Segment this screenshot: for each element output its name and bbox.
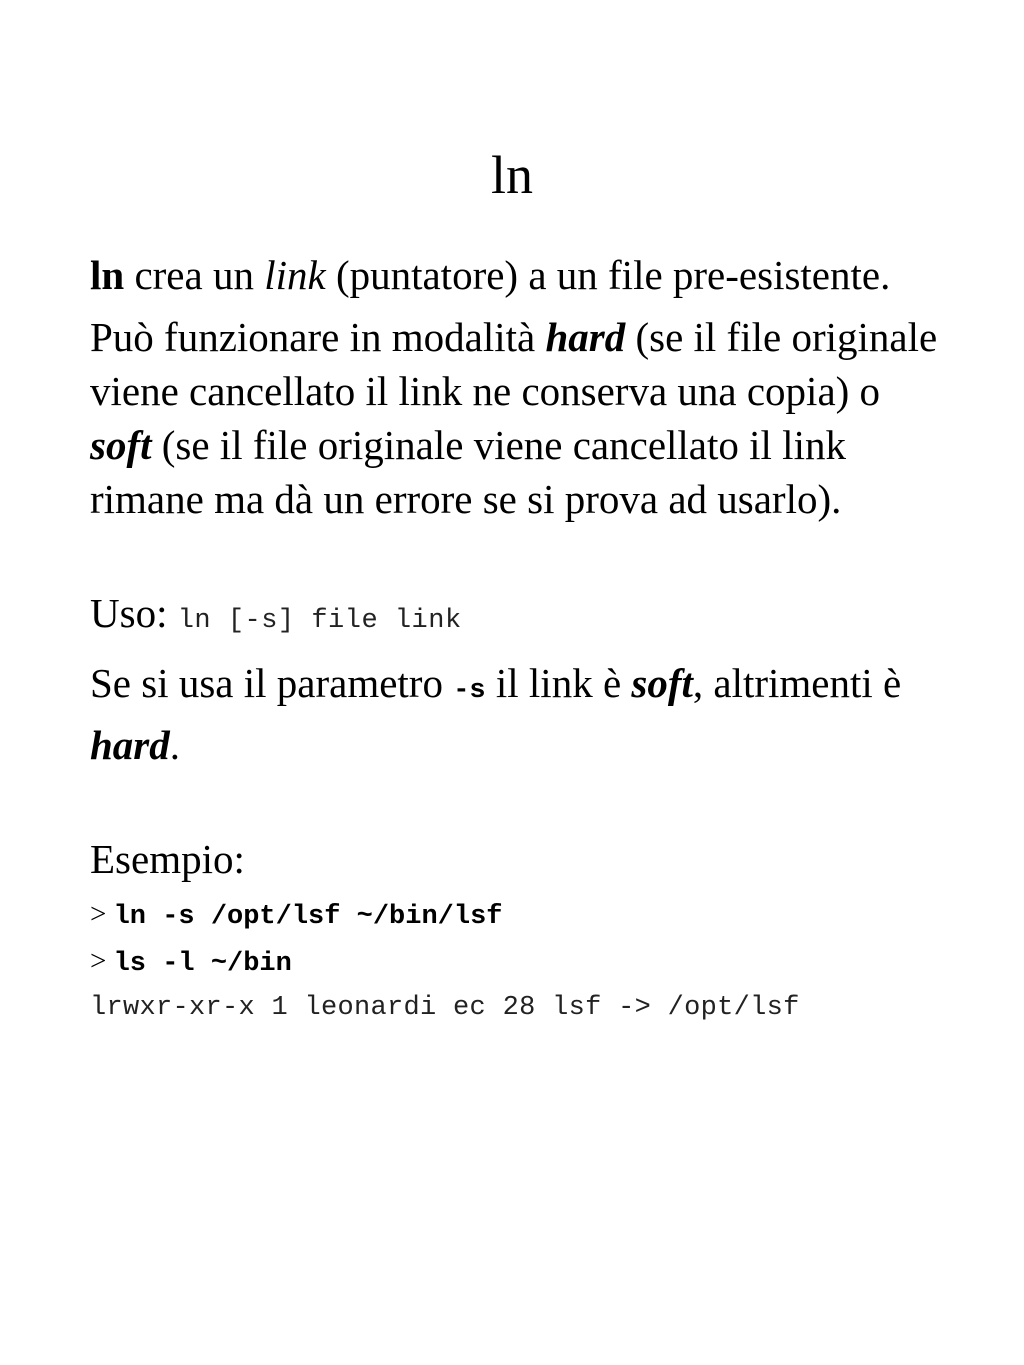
modes-text-1: Può funzionare in modalità xyxy=(90,314,546,360)
param-hard-term: hard xyxy=(90,722,170,768)
soft-term: soft xyxy=(90,422,152,468)
link-term: link xyxy=(264,252,326,298)
intro-text-2: (puntatore) a un file pre-esistente. xyxy=(325,252,891,298)
usage-syntax: ln [-s] file link xyxy=(177,606,462,636)
intro-text-1: crea un xyxy=(124,252,265,298)
slide-content xyxy=(90,248,950,1030)
command-name: ln xyxy=(90,252,125,298)
modes-text-3: (se il file originale viene cancellato il link rimane ma dà un errore se si prova ad usarlo). xyxy=(90,422,846,522)
hard-term: hard xyxy=(545,314,626,360)
example-label: Esempio: xyxy=(90,836,245,882)
param-paragraph xyxy=(90,656,950,772)
param-text-1: Se si usa il parametro xyxy=(90,660,454,706)
param-text-2: il link è xyxy=(485,660,632,706)
example-command: ln -s /opt/lsf ~/bin/lsf xyxy=(113,902,503,932)
modes-paragraph xyxy=(90,310,950,526)
example-command-line xyxy=(90,892,950,939)
shell-prompt: > xyxy=(90,945,107,977)
intro-paragraph xyxy=(90,248,950,302)
usage-paragraph xyxy=(90,586,950,648)
param-text-3: , altrimenti è xyxy=(692,660,902,706)
shell-prompt: > xyxy=(90,898,107,930)
usage-label: Uso: xyxy=(90,590,178,636)
param-soft-term: soft xyxy=(631,660,693,706)
param-flag: -s xyxy=(453,676,486,706)
page-title: ln xyxy=(490,145,533,205)
modes-text-2: (se il file originale viene cancellato il link ne conserva una copia) o xyxy=(90,314,938,414)
example-command-line xyxy=(90,939,950,986)
example-output: lrwxr-xr-x 1 leonardi ec 28 lsf -> /opt/lsf xyxy=(90,993,800,1023)
example-command: ls -l ~/bin xyxy=(113,949,292,979)
param-text-4: . xyxy=(169,722,181,768)
